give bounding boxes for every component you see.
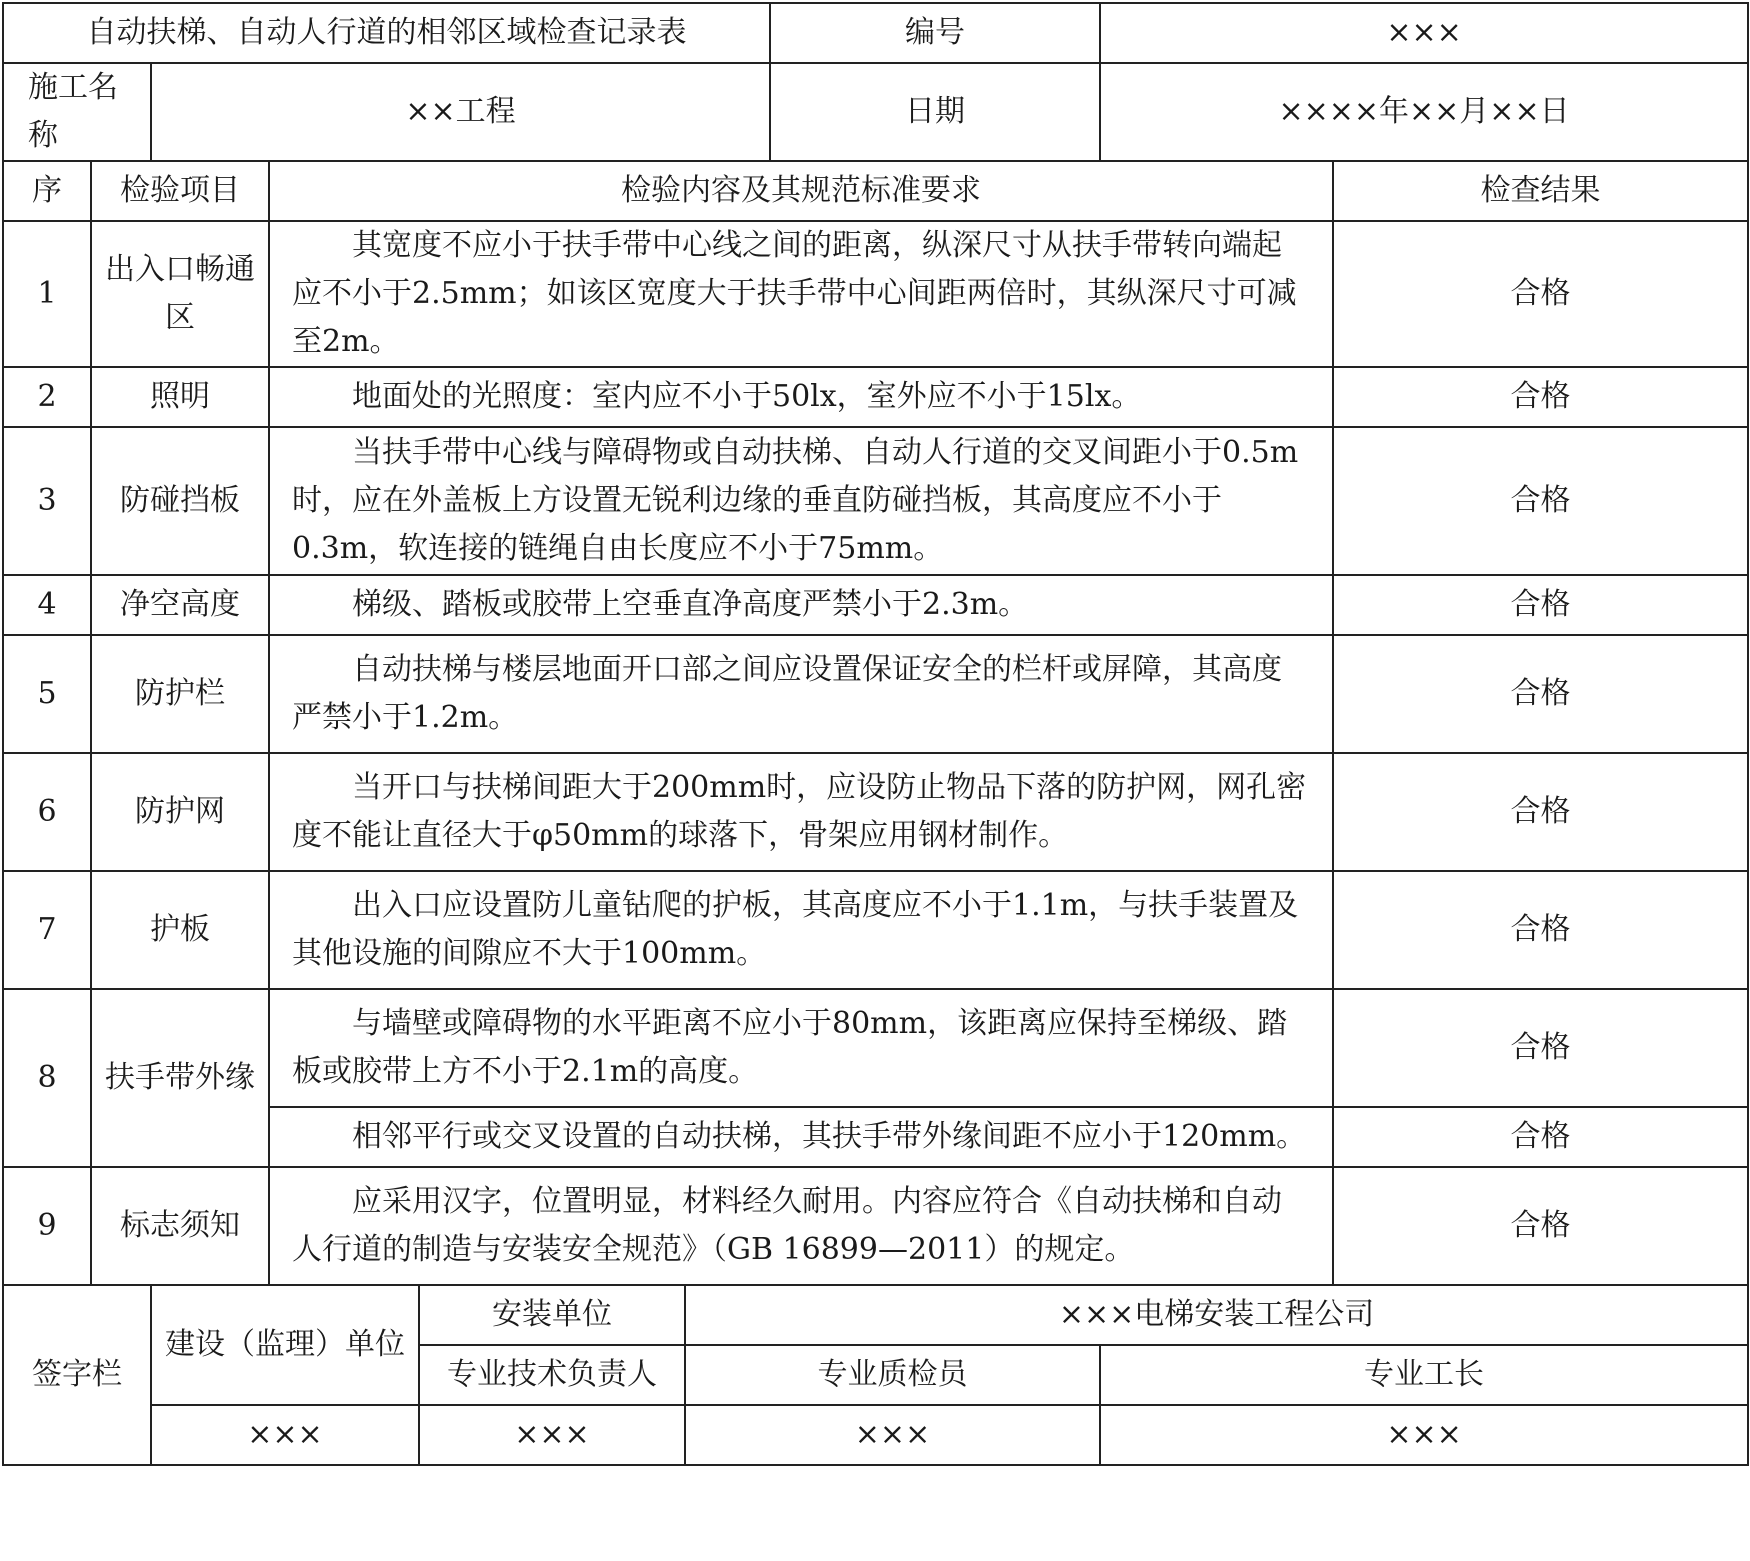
- table-row: [3, 427, 1748, 575]
- row-result: 合格: [1333, 367, 1748, 427]
- row-item: 护板: [91, 871, 269, 989]
- row-result: 合格: [1333, 1107, 1748, 1167]
- row-content: 当开口与扶梯间距大于200mm时，应设防止物品下落的防护网，网孔密度不能让直径大于φ50mm的球落下，骨架应用钢材制作。: [269, 753, 1333, 871]
- header-row-project: [3, 63, 1748, 161]
- row-item: 防护栏: [91, 635, 269, 753]
- table-row: [3, 871, 1748, 989]
- row-result: 合格: [1333, 575, 1748, 635]
- project-label: 施工名称: [3, 63, 151, 161]
- row-item: 标志须知: [91, 1167, 269, 1285]
- table-row: [3, 575, 1748, 635]
- row-seq: 9: [3, 1167, 91, 1285]
- tech-lead-label: 专业技术负责人: [419, 1345, 685, 1405]
- row-result: 合格: [1333, 989, 1748, 1107]
- row-result: 合格: [1333, 635, 1748, 753]
- project-value: ××工程: [151, 63, 770, 161]
- row-content: 其宽度不应小于扶手带中心线之间的距离，纵深尺寸从扶手带转向端起应不小于2.5mm；如该区宽度大于扶手带中心间距两倍时，其纵深尺寸可减至2m。: [269, 221, 1333, 367]
- tech-lead-signature: ×××: [419, 1405, 685, 1465]
- inspector-signature: ×××: [685, 1405, 1100, 1465]
- form-title: 自动扶梯、自动人行道的相邻区域检查记录表: [3, 3, 770, 63]
- col-content: 检验内容及其规范标准要求: [269, 161, 1333, 221]
- row-content: 相邻平行或交叉设置的自动扶梯，其扶手带外缘间距不应小于120mm。: [269, 1107, 1333, 1167]
- row-content: 与墙壁或障碍物的水平距离不应小于80mm，该距离应保持至梯级、踏板或胶带上方不小于2.1m的高度。: [269, 989, 1333, 1107]
- table-row: [3, 989, 1748, 1107]
- signature-row-3: [3, 1405, 1748, 1465]
- row-result: 合格: [1333, 1167, 1748, 1285]
- row-seq: 5: [3, 635, 91, 753]
- row-item: 防护网: [91, 753, 269, 871]
- signature-label: 签字栏: [3, 1285, 151, 1465]
- row-result: 合格: [1333, 221, 1748, 367]
- row-result: 合格: [1333, 871, 1748, 989]
- row-content: 当扶手带中心线与障碍物或自动扶梯、自动人行道的交叉间距小于0.5m时，应在外盖板上方设置无锐利边缘的垂直防碰挡板，其高度应不小于0.3m，软连接的链绳自由长度应不小于75mm。: [269, 427, 1333, 575]
- column-header-row: [3, 161, 1748, 221]
- table-row: [3, 1167, 1748, 1285]
- row-content: 出入口应设置防儿童钻爬的护板，其高度应不小于1.1m，与扶手装置及其他设施的间隙应不大于100mm。: [269, 871, 1333, 989]
- row-item: 出入口畅通区: [91, 221, 269, 367]
- row-item: 扶手带外缘: [91, 989, 269, 1167]
- owner-label: 建设（监理）单位: [151, 1285, 419, 1405]
- row-item: 净空高度: [91, 575, 269, 635]
- installer-label: 安装单位: [419, 1285, 685, 1345]
- foreman-signature: ×××: [1100, 1405, 1748, 1465]
- table-row: [3, 753, 1748, 871]
- row-seq: 1: [3, 221, 91, 367]
- row-content: 应采用汉字，位置明显，材料经久耐用。内容应符合《自动扶梯和自动人行道的制造与安装安全规范》（GB 16899—2011）的规定。: [269, 1167, 1333, 1285]
- row-seq: 6: [3, 753, 91, 871]
- table-row: [3, 635, 1748, 753]
- row-result: 合格: [1333, 753, 1748, 871]
- col-result: 检查结果: [1333, 161, 1748, 221]
- foreman-label: 专业工长: [1100, 1345, 1748, 1405]
- row-seq: 7: [3, 871, 91, 989]
- row-seq: 2: [3, 367, 91, 427]
- col-seq: 序: [3, 161, 91, 221]
- row-seq: 4: [3, 575, 91, 635]
- header-row-title: [3, 3, 1748, 63]
- row-content: 自动扶梯与楼层地面开口部之间应设置保证安全的栏杆或屏障，其高度严禁小于1.2m。: [269, 635, 1333, 753]
- owner-signature: ×××: [151, 1405, 419, 1465]
- row-result: 合格: [1333, 427, 1748, 575]
- number-value: ×××: [1100, 3, 1748, 63]
- date-label: 日期: [770, 63, 1100, 161]
- row-item: 照明: [91, 367, 269, 427]
- signature-row-1: [3, 1285, 1748, 1345]
- row-item: 防碰挡板: [91, 427, 269, 575]
- inspection-record-table: [2, 2, 1749, 1466]
- col-item: 检验项目: [91, 161, 269, 221]
- row-content: 地面处的光照度：室内应不小于50lx，室外应不小于15lx。: [269, 367, 1333, 427]
- row-seq: 8: [3, 989, 91, 1167]
- table-row: [3, 221, 1748, 367]
- row-seq: 3: [3, 427, 91, 575]
- inspector-label: 专业质检员: [685, 1345, 1100, 1405]
- table-row: [3, 367, 1748, 427]
- row-content: 梯级、踏板或胶带上空垂直净高度严禁小于2.3m。: [269, 575, 1333, 635]
- installer-value: ×××电梯安装工程公司: [685, 1285, 1748, 1345]
- date-value: ××××年××月××日: [1100, 63, 1748, 161]
- number-label: 编号: [770, 3, 1100, 63]
